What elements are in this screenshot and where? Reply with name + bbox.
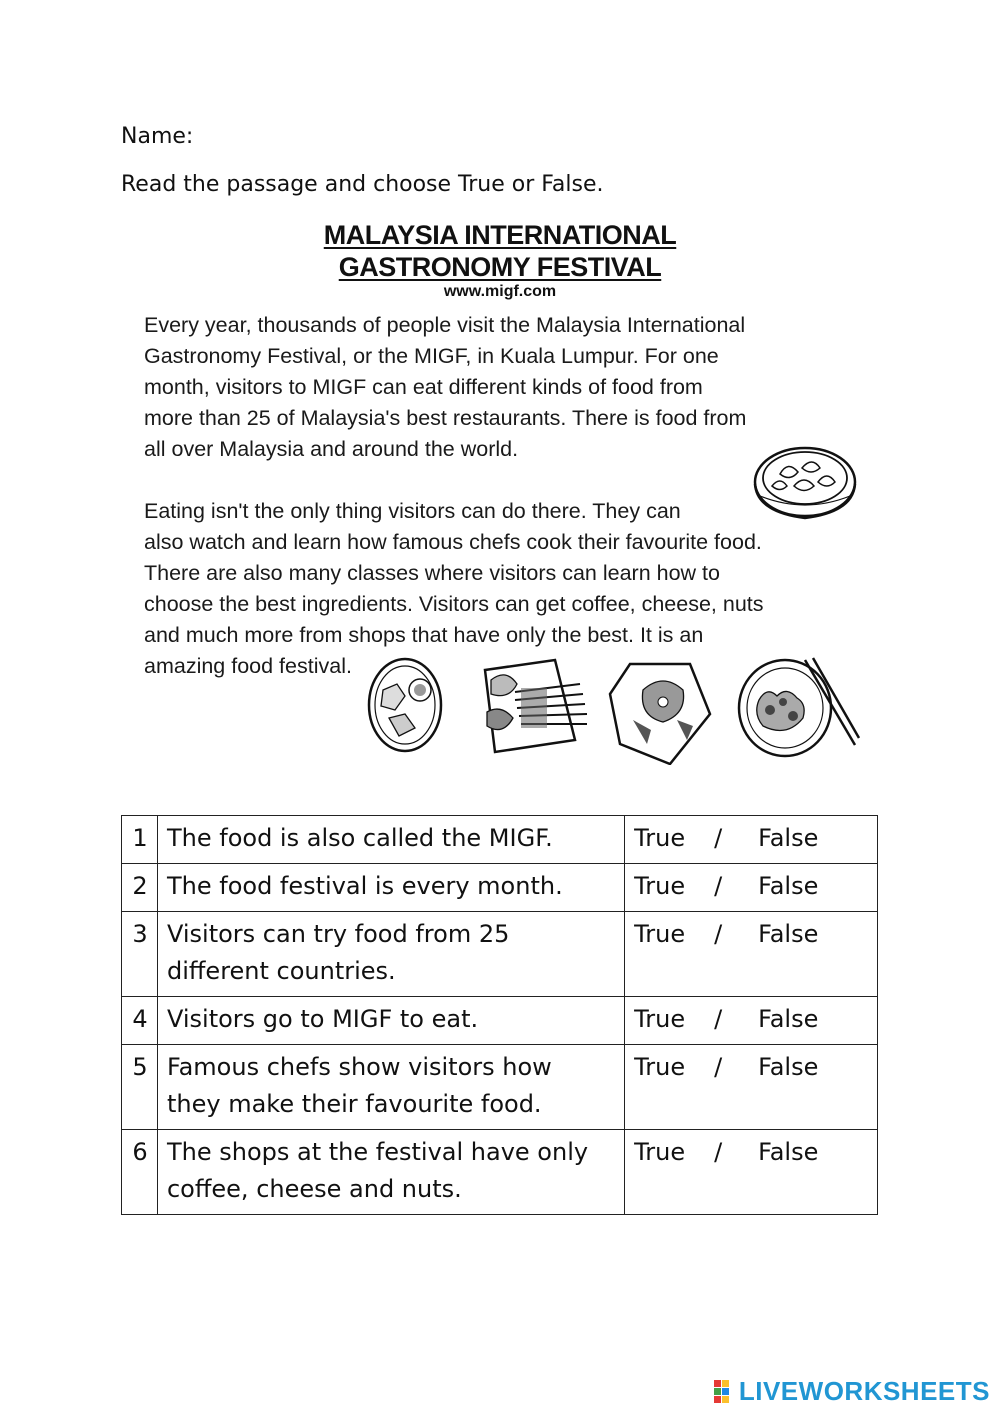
- option-true[interactable]: True: [634, 1138, 686, 1166]
- statement-line: coffee, cheese and nuts.: [166, 1175, 462, 1203]
- passage-title-line1: MALAYSIA INTERNATIONAL: [323, 220, 677, 250]
- option-false[interactable]: False: [758, 872, 819, 900]
- passage-paragraph-1: [144, 310, 844, 465]
- liveworksheets-logo-text: LIVEWORKSHEETS: [738, 1375, 990, 1406]
- question-statement: [157, 1045, 624, 1130]
- passage-line: also watch and learn how famous chefs cook their favourite food.: [144, 530, 762, 554]
- satay-plate-icon: [485, 660, 587, 752]
- answer-options: [625, 816, 878, 864]
- option-separator: /: [714, 1053, 723, 1081]
- roti-curry-plate-icon: [369, 659, 441, 751]
- statement-line: Visitors can try food from 25: [166, 920, 510, 948]
- passage-line: Eating isn't the only thing visitors can do there. They can: [144, 499, 681, 523]
- answer-options: [625, 864, 878, 912]
- answer-options: [625, 997, 878, 1045]
- dim-sum-steamer-illustration: [750, 442, 860, 527]
- option-separator: /: [714, 824, 723, 852]
- passage-line: all over Malaysia and around the world.: [144, 437, 519, 461]
- option-false[interactable]: False: [758, 1005, 819, 1033]
- statement-line: The food festival is every month.: [166, 872, 563, 900]
- statement-line: different countries.: [166, 957, 396, 985]
- question-row: [122, 1130, 878, 1215]
- passage-title-line2: GASTRONOMY FESTIVAL: [338, 252, 662, 282]
- question-statement: [157, 864, 624, 912]
- option-separator: /: [714, 1138, 723, 1166]
- option-true[interactable]: True: [634, 872, 686, 900]
- question-row: [122, 864, 878, 912]
- question-number: 4: [122, 997, 158, 1045]
- food-plates-illustration: [365, 650, 860, 765]
- passage-line: more than 25 of Malaysia's best restaurants. There is food from: [144, 406, 747, 430]
- question-statement: [157, 912, 624, 997]
- liveworksheets-logo-icon: [714, 1380, 736, 1402]
- question-number: 5: [122, 1045, 158, 1130]
- question-number: 1: [122, 816, 158, 864]
- noodles-plate-icon: [739, 658, 859, 756]
- question-number: 2: [122, 864, 158, 912]
- option-true[interactable]: True: [634, 1005, 686, 1033]
- option-true[interactable]: True: [634, 920, 686, 948]
- question-statement: [157, 997, 624, 1045]
- option-false[interactable]: False: [758, 920, 819, 948]
- true-false-table: [121, 815, 878, 1215]
- instruction-text: Read the passage and choose True or False.: [121, 172, 604, 197]
- passage-line: choose the best ingredients. Visitors can get coffee, cheese, nuts: [144, 592, 764, 616]
- question-row: [122, 912, 878, 997]
- passage-line: month, visitors to MIGF can eat different kinds of food from: [144, 375, 703, 399]
- passage-line: and much more from shops that have only the best. It is an: [144, 623, 704, 647]
- option-true[interactable]: True: [634, 824, 686, 852]
- question-number: 3: [122, 912, 158, 997]
- answer-options: [625, 912, 878, 997]
- liveworksheets-logo: [714, 1375, 990, 1406]
- nasi-lemak-plate-icon: [610, 664, 710, 764]
- passage-line: amazing food festival.: [144, 654, 352, 678]
- question-statement: [157, 1130, 624, 1215]
- option-separator: /: [714, 920, 723, 948]
- passage-line: There are also many classes where visitors can learn how to: [144, 561, 720, 585]
- statement-line: The food is also called the MIGF.: [166, 824, 553, 852]
- statement-line: they make their favourite food.: [166, 1090, 542, 1118]
- question-row: [122, 1045, 878, 1130]
- question-row: [122, 997, 878, 1045]
- option-false[interactable]: False: [758, 1053, 819, 1081]
- statement-line: Famous chefs show visitors how: [166, 1053, 552, 1081]
- option-separator: /: [714, 872, 723, 900]
- option-false[interactable]: False: [758, 824, 819, 852]
- question-number: 6: [122, 1130, 158, 1215]
- passage-line: Every year, thousands of people visit the Malaysia International: [144, 313, 746, 337]
- question-row: [122, 816, 878, 864]
- passage-url: www.migf.com: [443, 283, 557, 300]
- answer-options: [625, 1045, 878, 1130]
- statement-line: Visitors go to MIGF to eat.: [166, 1005, 479, 1033]
- question-statement: [157, 816, 624, 864]
- answer-options: [625, 1130, 878, 1215]
- name-label: Name:: [121, 124, 194, 149]
- option-true[interactable]: True: [634, 1053, 686, 1081]
- option-false[interactable]: False: [758, 1138, 819, 1166]
- option-separator: /: [714, 1005, 723, 1033]
- passage-line: Gastronomy Festival, or the MIGF, in Kuala Lumpur. For one: [144, 344, 719, 368]
- statement-line: The shops at the festival have only: [166, 1138, 589, 1166]
